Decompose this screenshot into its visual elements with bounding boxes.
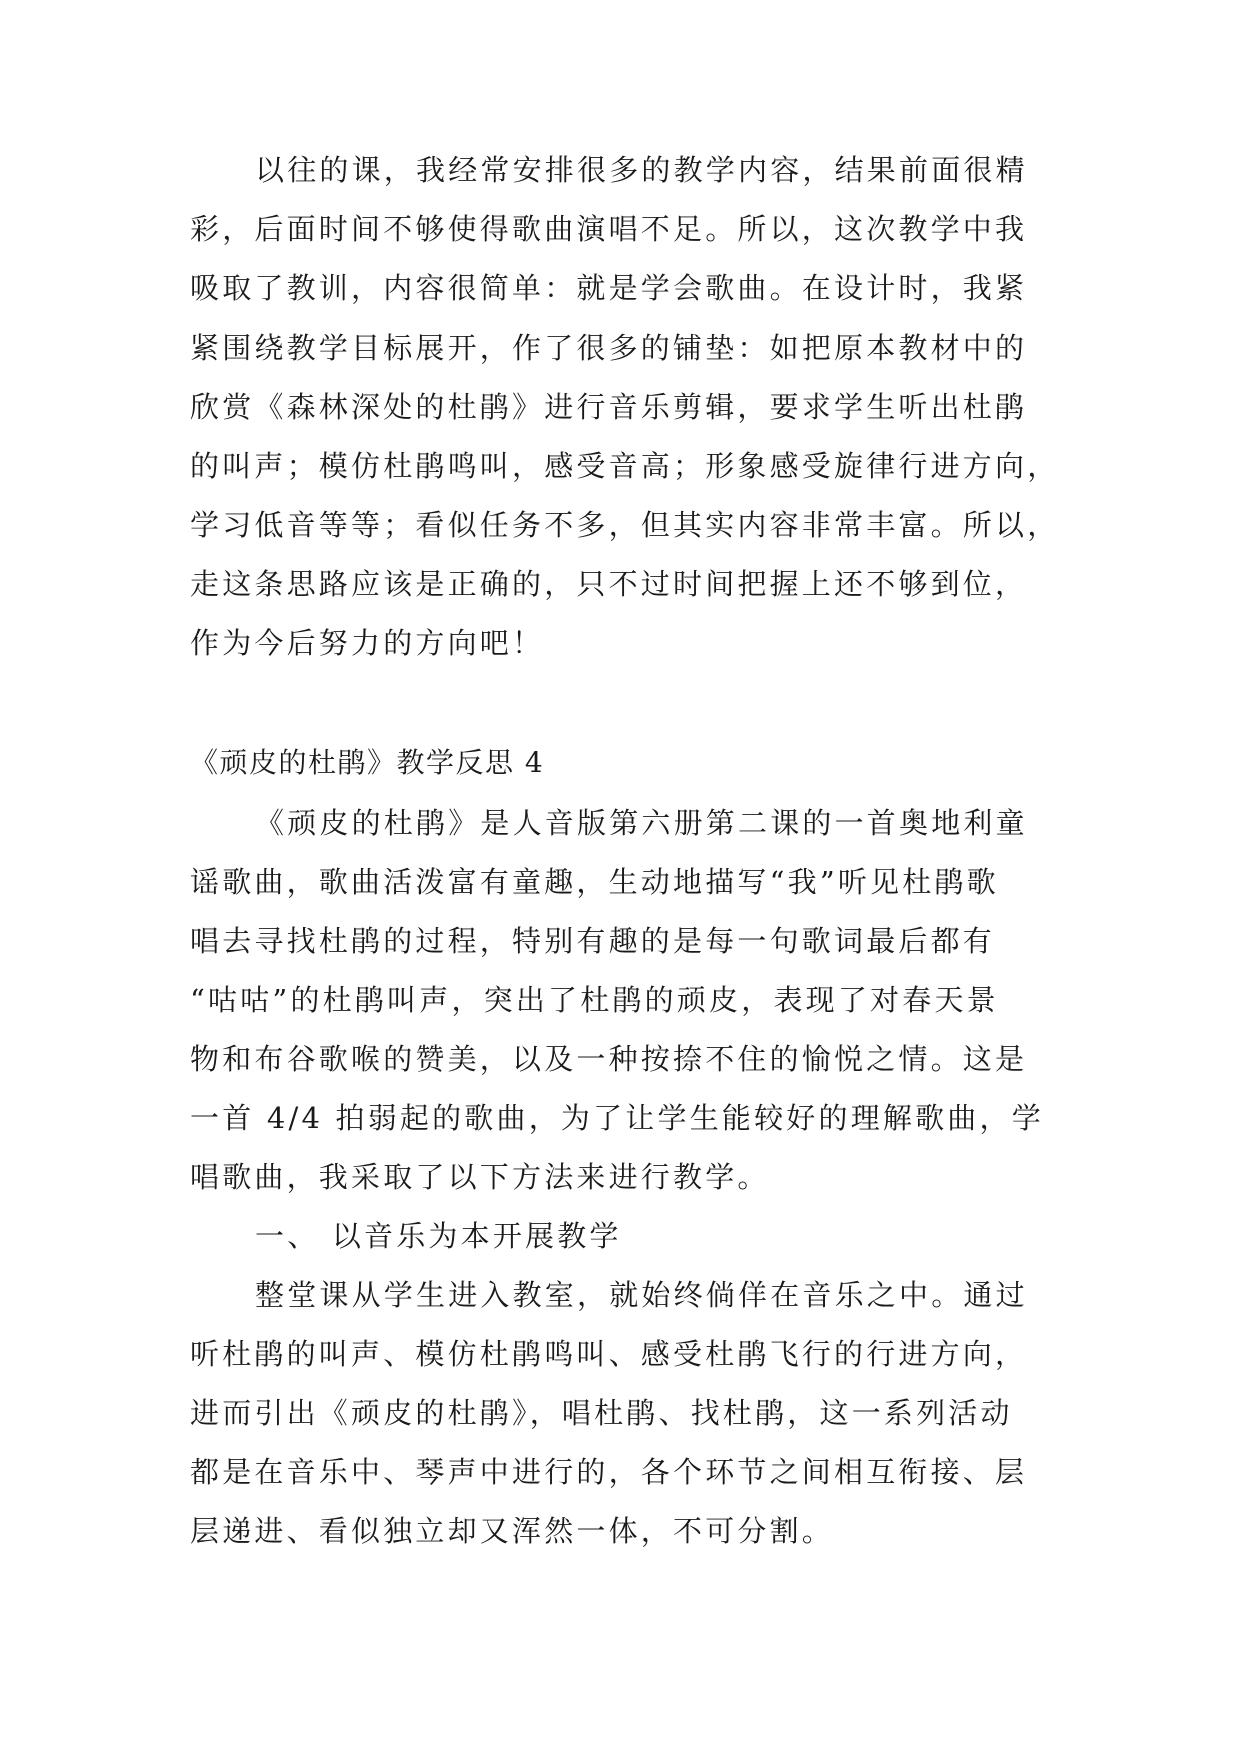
paragraph-3-line-4: 都是在音乐中、琴声中进行的，各个环节之间相互衔接、层 — [190, 1455, 1028, 1489]
section-heading: 《顽皮的杜鹃》教学反思 4 — [190, 746, 545, 779]
paragraph-2-line-3: 唱去寻找杜鹃的过程，特别有趣的是每一句歌词最后都有 — [190, 924, 996, 958]
paragraph-1-line-7: 学习低音等等；看似任务不多，但其实内容非常丰富。所以， — [190, 508, 1060, 542]
paragraph-3-line-3: 进而引出《顽皮的杜鹃》，唱杜鹃、找杜鹃，这一系列活动 — [190, 1396, 1013, 1430]
list-item-1: 一、 以音乐为本开展教学 — [255, 1219, 622, 1253]
paragraph-2-line-5: 物和布谷歌喉的赞美，以及一种按捺不住的愉悦之情。这是 — [190, 1042, 1028, 1076]
paragraph-3-line-5: 层递进、看似独立却又浑然一体，不可分割。 — [190, 1514, 835, 1548]
paragraph-1-line-2: 彩，后面时间不够使得歌曲演唱不足。所以，这次教学中我 — [190, 212, 1028, 246]
paragraph-1-line-8: 走这条思路应该是正确的，只不过时间把握上还不够到位， — [190, 567, 1028, 601]
paragraph-2-line-2: 谣歌曲，歌曲活泼富有童趣，生动地描写“我”听见杜鹃歌 — [190, 865, 999, 899]
paragraph-2-line-1: 《顽皮的杜鹃》是人音版第六册第二课的一首奥地利童 — [255, 806, 1028, 840]
paragraph-1-line-5: 欣赏《森林深处的杜鹃》进行音乐剪辑，要求学生听出杜鹃 — [190, 390, 1028, 424]
paragraph-1-line-3: 吸取了教训，内容很简单：就是学会歌曲。在设计时，我紧 — [190, 271, 1028, 305]
paragraph-2-line-7: 唱歌曲，我采取了以下方法来进行教学。 — [190, 1160, 770, 1194]
paragraph-1-line-6: 的叫声；模仿杜鹃鸣叫，感受音高；形象感受旋律行进方向， — [190, 449, 1060, 483]
paragraph-1-line-9: 作为今后努力的方向吧！ — [190, 626, 545, 660]
paragraph-2-line-4: “咕咕”的杜鹃叫声，突出了杜鹃的顽皮，表现了对春天景 — [190, 983, 999, 1017]
paragraph-2-line-6: 一首 4/4 拍弱起的歌曲，为了让学生能较好的理解歌曲，学 — [190, 1101, 1044, 1135]
paragraph-3-line-1: 整堂课从学生进入教室，就始终倘佯在音乐之中。通过 — [255, 1278, 1028, 1312]
paragraph-1-line-1: 以往的课，我经常安排很多的教学内容，结果前面很精 — [255, 153, 1028, 187]
paragraph-1-line-4: 紧围绕教学目标展开，作了很多的铺垫：如把原本教材中的 — [190, 331, 1028, 365]
paragraph-3-line-2: 听杜鹃的叫声、模仿杜鹃鸣叫、感受杜鹃飞行的行进方向， — [190, 1337, 1028, 1371]
